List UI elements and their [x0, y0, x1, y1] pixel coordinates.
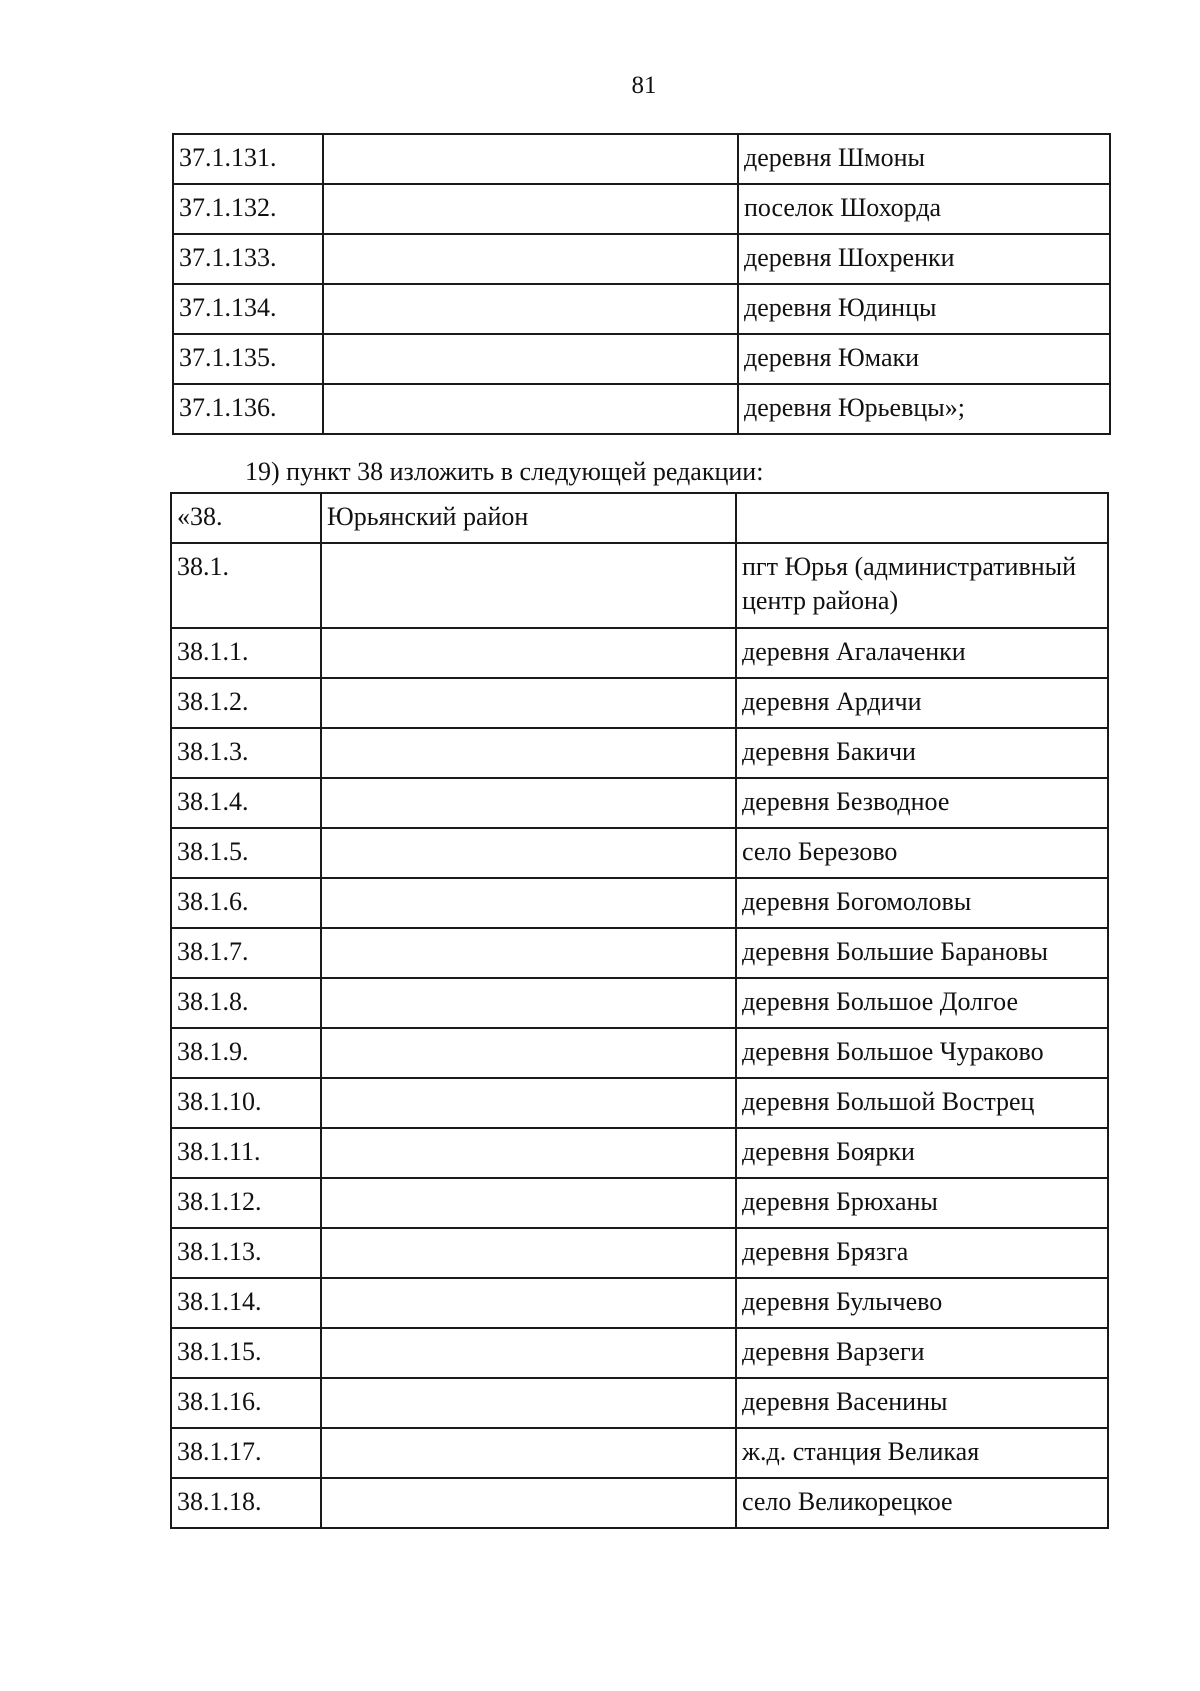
district-name-cell [321, 678, 736, 728]
table-row [173, 134, 1110, 184]
settlement-cell: деревня Бакичи [736, 728, 1108, 778]
row-number-cell: 37.1.136. [173, 384, 323, 434]
table-row [171, 1378, 1108, 1428]
table-row [171, 978, 1108, 1028]
row-number-cell: 38.1.18. [171, 1478, 321, 1528]
table-row [171, 1228, 1108, 1278]
district-name-cell [321, 728, 736, 778]
settlement-cell: деревня Боярки [736, 1128, 1108, 1178]
settlement-cell: пгт Юрья (административный центр района) [736, 543, 1108, 628]
settlement-cell: поселок Шохорда [738, 184, 1110, 234]
row-number-cell: 38.1.12. [171, 1178, 321, 1228]
row-number-cell: 38.1.4. [171, 778, 321, 828]
settlement-cell: деревня Большой Вострец [736, 1078, 1108, 1128]
table-row [171, 493, 1108, 543]
table-row [171, 928, 1108, 978]
row-number-cell: 37.1.131. [173, 134, 323, 184]
district-name-cell [323, 384, 738, 434]
district-name-cell [321, 1328, 736, 1378]
district-name-cell [321, 1378, 736, 1428]
row-number-cell: 37.1.132. [173, 184, 323, 234]
settlement-cell: деревня Большое Чураково [736, 1028, 1108, 1078]
table-row [171, 628, 1108, 678]
district-name-cell [321, 1178, 736, 1228]
row-number-cell: «38. [171, 493, 321, 543]
district-name-cell [323, 284, 738, 334]
row-number-cell: 38.1.10. [171, 1078, 321, 1128]
row-number-cell: 38.1.5. [171, 828, 321, 878]
district-name-cell [323, 234, 738, 284]
table-row [171, 1328, 1108, 1378]
row-number-cell: 38.1.9. [171, 1028, 321, 1078]
settlement-cell: деревня Варзеги [736, 1328, 1108, 1378]
table-row [173, 334, 1110, 384]
district-name-cell [323, 134, 738, 184]
table-row [173, 184, 1110, 234]
row-number-cell: 38.1.2. [171, 678, 321, 728]
row-number-cell: 38.1.15. [171, 1328, 321, 1378]
row-number-cell: 38.1.16. [171, 1378, 321, 1428]
page-number: 81 [631, 72, 657, 99]
table-row [171, 1478, 1108, 1528]
row-number-cell: 38.1.3. [171, 728, 321, 778]
district-name-cell [321, 978, 736, 1028]
table-row [171, 543, 1108, 628]
settlement-cell: деревня Брюханы [736, 1178, 1108, 1228]
district-name-cell [321, 543, 736, 628]
district-name-cell [323, 334, 738, 384]
table-row [173, 384, 1110, 434]
district-name-cell [321, 928, 736, 978]
table-row [171, 1278, 1108, 1328]
settlement-cell: деревня Юмаки [738, 334, 1110, 384]
table-row [171, 828, 1108, 878]
row-number-cell: 37.1.133. [173, 234, 323, 284]
table-row [171, 1078, 1108, 1128]
district-name-cell [321, 1478, 736, 1528]
row-number-cell: 38.1.8. [171, 978, 321, 1028]
row-number-cell: 38.1. [171, 543, 321, 628]
table-row [173, 284, 1110, 334]
settlement-cell: деревня Агалаченки [736, 628, 1108, 678]
settlements-table-continued [172, 133, 1111, 435]
settlement-cell [736, 493, 1108, 543]
settlement-cell: деревня Юрьевцы»; [738, 384, 1110, 434]
district-name-cell [323, 184, 738, 234]
settlement-cell: деревня Шохренки [738, 234, 1110, 284]
district-name-cell [321, 628, 736, 678]
settlement-cell: деревня Васенины [736, 1378, 1108, 1428]
settlement-cell: деревня Брязга [736, 1228, 1108, 1278]
settlement-cell: деревня Шмоны [738, 134, 1110, 184]
district-name-cell [321, 1028, 736, 1078]
row-number-cell: 37.1.135. [173, 334, 323, 384]
settlement-cell: деревня Ардичи [736, 678, 1108, 728]
district-name-cell [321, 828, 736, 878]
table-row [171, 878, 1108, 928]
row-number-cell: 38.1.7. [171, 928, 321, 978]
row-number-cell: 38.1.17. [171, 1428, 321, 1478]
table-row [171, 1028, 1108, 1078]
row-number-cell: 38.1.13. [171, 1228, 321, 1278]
table-row [171, 1428, 1108, 1478]
table-row [173, 234, 1110, 284]
district-name-cell [321, 1228, 736, 1278]
settlement-cell: деревня Булычево [736, 1278, 1108, 1328]
settlement-cell: село Великорецкое [736, 1478, 1108, 1528]
row-number-cell: 38.1.1. [171, 628, 321, 678]
district-name-cell [321, 778, 736, 828]
row-number-cell: 38.1.14. [171, 1278, 321, 1328]
table-row [171, 1178, 1108, 1228]
settlement-cell: деревня Большие Барановы [736, 928, 1108, 978]
settlement-cell: деревня Безводное [736, 778, 1108, 828]
table-row [171, 678, 1108, 728]
district-name-cell [321, 1278, 736, 1328]
settlement-cell: деревня Богомоловы [736, 878, 1108, 928]
settlement-cell: село Березово [736, 828, 1108, 878]
row-number-cell: 38.1.11. [171, 1128, 321, 1178]
settlements-table-district-38 [170, 492, 1109, 1529]
settlement-cell: деревня Большое Долгое [736, 978, 1108, 1028]
district-name-cell [321, 1128, 736, 1178]
row-number-cell: 38.1.6. [171, 878, 321, 928]
table-body [173, 134, 1110, 434]
district-name-cell [321, 1078, 736, 1128]
amendment-instruction: 19) пункт 38 изложить в следующей редакции: [245, 457, 764, 486]
table-row [171, 1128, 1108, 1178]
settlement-cell: ж.д. станция Великая [736, 1428, 1108, 1478]
district-name-cell [321, 1428, 736, 1478]
table-row [171, 728, 1108, 778]
table-body [171, 493, 1108, 1528]
district-name-cell [321, 878, 736, 928]
table-row [171, 778, 1108, 828]
row-number-cell: 37.1.134. [173, 284, 323, 334]
district-name-cell: Юрьянский район [321, 493, 736, 543]
settlement-cell: деревня Юдинцы [738, 284, 1110, 334]
